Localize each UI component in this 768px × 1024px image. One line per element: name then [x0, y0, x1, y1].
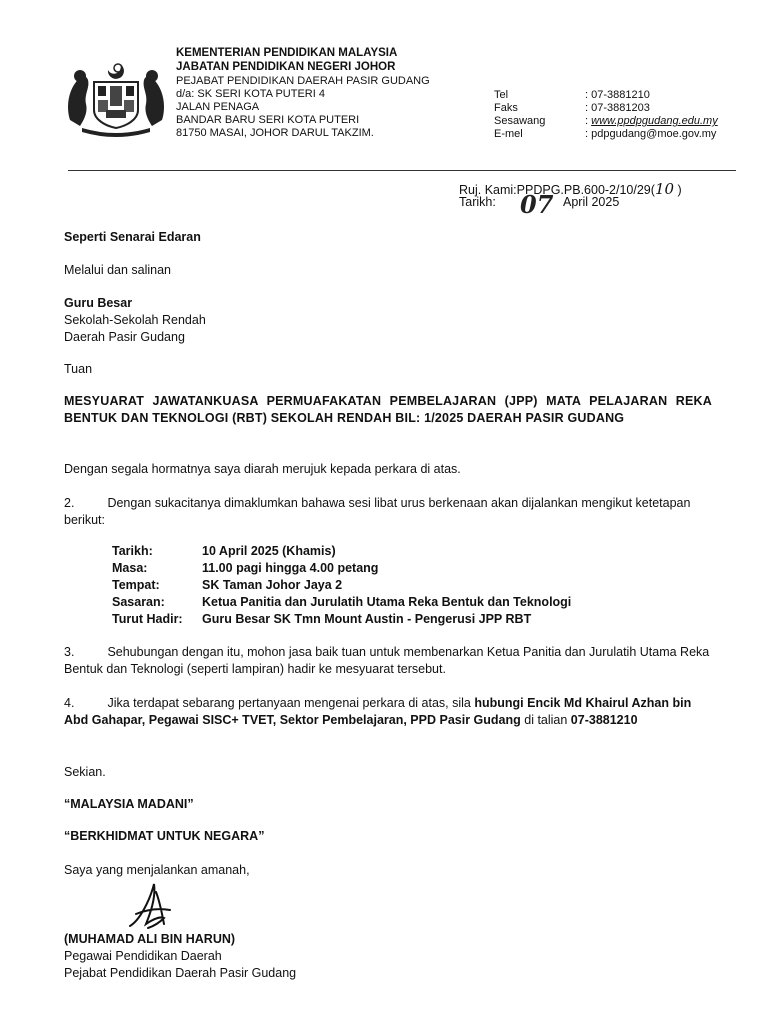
- address-line: 81750 MASAI, JOHOR DARUL TAKZIM.: [176, 127, 374, 139]
- detail-value: Guru Besar SK Tmn Mount Austin - Pengerusi JPP RBT: [202, 612, 532, 626]
- paragraph-number: 3.: [64, 645, 75, 659]
- tel-label: Tel: [494, 89, 509, 101]
- detail-value: Ketua Panitia dan Jurulatih Utama Reka Bentuk dan Teknologi: [202, 595, 572, 609]
- fax-label: Faks: [494, 102, 518, 114]
- coat-of-arms-logo: [62, 58, 170, 138]
- signer-office: Pejabat Pendidikan Daerah Pasir Gudang: [64, 966, 297, 980]
- signer-name: (MUHAMAD ALI BIN HARUN): [64, 932, 236, 946]
- detail-row: [112, 611, 571, 628]
- detail-row: [112, 594, 571, 611]
- contact-values: [585, 89, 718, 141]
- via-copy: Melalui dan salinan: [64, 263, 172, 277]
- detail-value: SK Taman Johor Jaya 2: [202, 578, 343, 592]
- addressee-line: Sekolah-Sekolah Rendah: [64, 313, 206, 327]
- paragraph-4: [64, 695, 714, 729]
- website-link[interactable]: www.ppdpgudang.edu.my: [591, 115, 718, 127]
- slogan-madani: “MALAYSIA MADANI”: [64, 797, 194, 811]
- addressee-line: Daerah Pasir Gudang: [64, 330, 185, 344]
- header-address: [176, 75, 430, 140]
- paragraph-3-text: Sehubungan dengan itu, mohon jasa baik tuan untuk membenarkan Ketua Panitia dan Jurulatih Utama Reka Bentuk dan Teknologi (seperti lampiran) hadir ke mesyuarat tersebut.: [64, 645, 710, 676]
- date-value: April 2025: [563, 195, 620, 209]
- website-value: : www.ppdpgudang.edu.my: [585, 115, 718, 127]
- email-value: : pdpgudang@moe.gov.my: [585, 128, 717, 140]
- fax-value: : 07-3881203: [585, 102, 650, 114]
- contact-phone: 07-3881210: [570, 713, 638, 727]
- detail-label: Masa:: [112, 561, 148, 575]
- slogan-negara: “BERKHIDMAT UNTUK NEGARA”: [64, 829, 265, 843]
- detail-row: [112, 560, 571, 577]
- office-name: PEJABAT PENDIDIKAN DAERAH PASIR GUDANG: [176, 75, 430, 87]
- addressee-title: Guru Besar: [64, 296, 133, 310]
- closing: Sekian.: [64, 765, 106, 779]
- contact-labels: [494, 89, 545, 141]
- ministry-name: KEMENTERIAN PENDIDIKAN MALAYSIA: [176, 47, 398, 59]
- signer-block: [64, 931, 296, 982]
- department-name: JABATAN PENDIDIKAN NEGERI JOHOR: [176, 61, 396, 73]
- paragraph-number: 4.: [64, 696, 75, 710]
- detail-label: Sasaran:: [112, 595, 165, 609]
- detail-label: Tarikh:: [112, 544, 153, 558]
- paragraph-2-text: Dengan sukacitanya dimaklumkan bahawa sesi libat urus berkenaan akan dijalankan mengikut ketetapan berikut:: [64, 496, 691, 527]
- reference-handwritten: 10: [654, 180, 675, 198]
- paragraph-3: [64, 644, 714, 678]
- date-label: Tarikh:: [459, 195, 496, 209]
- paragraph-4-text-2: di talian: [520, 713, 571, 727]
- detail-value: 10 April 2025 (Khamis): [202, 544, 336, 558]
- reference-text: Ruj. Kami:PPDPG.PB.600-2/10/29(: [459, 183, 655, 197]
- detail-label: Turut Hadir:: [112, 612, 183, 626]
- trust-line: Saya yang menjalankan amanah,: [64, 863, 250, 877]
- salutation: Tuan: [64, 362, 93, 376]
- signature: [120, 880, 180, 934]
- email-label: E-mel: [494, 128, 523, 140]
- paragraph-number: 2.: [64, 496, 75, 510]
- addressee-block: [64, 295, 206, 346]
- website-label: Sesawang: [494, 115, 546, 127]
- paragraph-4-text: Jika terdapat sebarang pertanyaan mengenai perkara di atas, sila: [107, 696, 475, 710]
- address-line: d/a: SK SERI KOTA PUTERI 4: [176, 88, 325, 100]
- address-line: BANDAR BARU SERI KOTA PUTERI: [176, 114, 360, 126]
- recipient-list: Seperti Senarai Edaran: [64, 230, 201, 244]
- reference-close: ): [674, 183, 682, 197]
- date-handwritten: 07: [520, 190, 554, 219]
- header-organisation: [176, 46, 397, 74]
- paragraph-1: Dengan segala hormatnya saya diarah merujuk kepada perkara di atas.: [64, 462, 461, 476]
- meeting-details: [112, 543, 571, 628]
- letter-subject: MESYUARAT JAWATANKUASA PERMUAFAKATAN PEMBELAJARAN (JPP) MATA PELAJARAN REKA BENTUK DAN TEKNOLOGI (RBT) SEKOLAH RENDAH BIL: 1/2025 DAERAH PASIR GUDANG: [64, 394, 712, 425]
- signer-title: Pegawai Pendidikan Daerah: [64, 949, 222, 963]
- header-divider: [68, 170, 736, 171]
- contact-person: hubungi Encik Md Khairul Azhan bin Abd Gahapar, Pegawai SISC+ TVET, Sektor Pembelajaran, PPD Pasir Gudang: [64, 696, 692, 727]
- detail-value: 11.00 pagi hingga 4.00 petang: [202, 561, 379, 575]
- address-line: JALAN PENAGA: [176, 101, 260, 113]
- detail-row: [112, 577, 571, 594]
- detail-label: Tempat:: [112, 578, 160, 592]
- detail-row: [112, 543, 571, 560]
- tel-value: : 07-3881210: [585, 89, 650, 101]
- paragraph-2: [64, 495, 714, 529]
